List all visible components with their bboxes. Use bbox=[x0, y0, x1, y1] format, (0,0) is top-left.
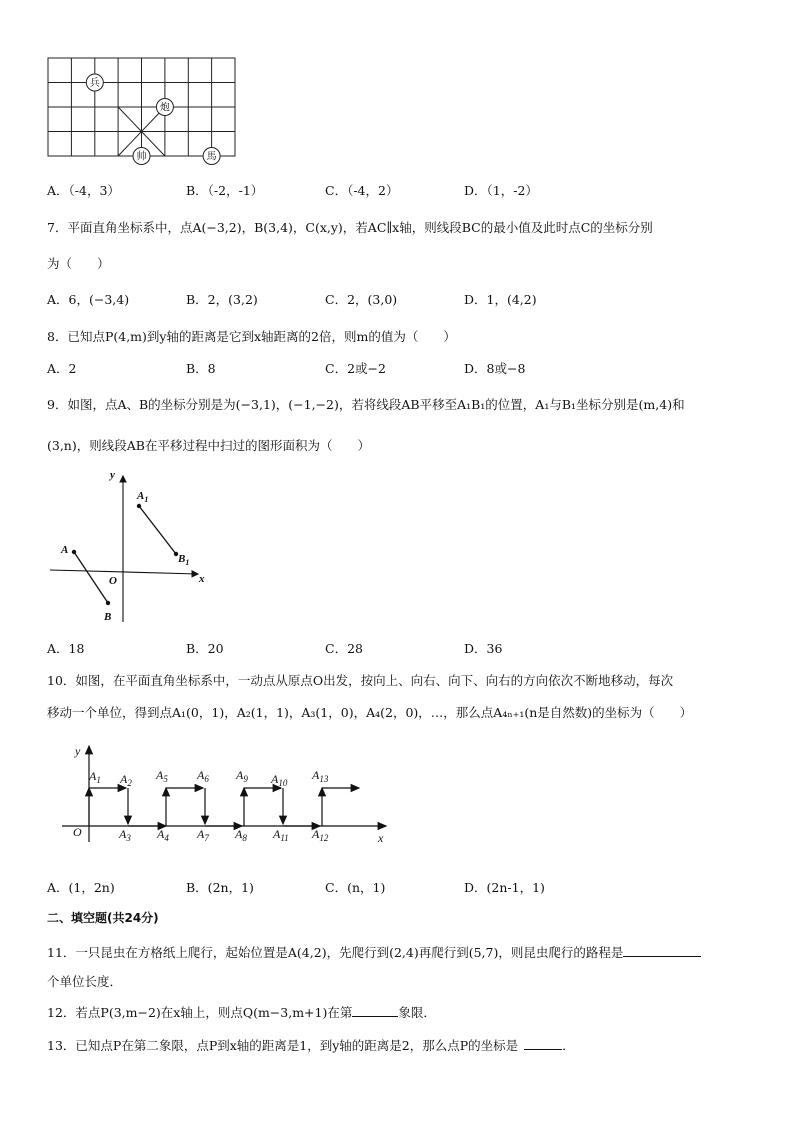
segment-a1b1 bbox=[139, 506, 176, 554]
q9-option-c[interactable]: C．28 bbox=[325, 641, 363, 656]
q10-figure-svg bbox=[56, 738, 396, 850]
q9-stem-line2: (3,n)，则线段AB在平移过程中扫过的图形面积为（ ） bbox=[47, 438, 370, 453]
q9-label-b1: $B_1$ bbox=[178, 553, 190, 567]
q8-option-c[interactable]: C．2或−2 bbox=[325, 361, 386, 376]
q10-label-bottom: $A_{12}$ bbox=[312, 827, 329, 843]
q10-x-label: x bbox=[378, 831, 384, 845]
q9-option-a[interactable]: A．18 bbox=[47, 641, 85, 656]
q9-option-b[interactable]: B．20 bbox=[186, 641, 224, 656]
q9-x-axis bbox=[50, 570, 198, 574]
q10-option-d[interactable]: D．(2n-1，1) bbox=[464, 880, 545, 895]
q8-option-b[interactable]: B．8 bbox=[186, 361, 216, 376]
q6-option-c[interactable]: C．（-4，2） bbox=[325, 183, 399, 198]
q13-text-after: ． bbox=[562, 1038, 575, 1053]
q10-label-top: $A_1$ bbox=[89, 769, 101, 785]
q10-label-bottom: $A_4$ bbox=[157, 827, 169, 843]
q11-text: 11．一只昆虫在方格纸上爬行，起始位置是A(4,2)，先爬行到(2,4)再爬行到(5,7)，则昆虫爬行的路程是 bbox=[47, 945, 624, 960]
section-title: 二、填空题(共24分) bbox=[47, 911, 159, 925]
q10-stem-line1: 10．如图，在平面直角坐标系中，一动点从原点O出发，按向上、向右、向下、向右的方向依次不断地移动，每次 bbox=[47, 673, 674, 688]
q7-option-d[interactable]: D．1，(4,2) bbox=[464, 292, 537, 307]
q9-label-b: B bbox=[104, 611, 112, 623]
q12-text-before: 12．若点P(3,m−2)在x轴上，则点Q(m−3,m+1)在第 bbox=[47, 1005, 353, 1020]
q10-label-bottom: $A_8$ bbox=[235, 827, 247, 843]
q13-answer-blank[interactable] bbox=[524, 1037, 562, 1050]
q10-label-top: $A_9$ bbox=[236, 768, 248, 784]
q10-label-top: $A_6$ bbox=[197, 768, 209, 784]
q8-option-a[interactable]: A．2 bbox=[47, 361, 77, 376]
chess-board-figure bbox=[44, 54, 240, 166]
q7-stem-line2: 为（ ） bbox=[47, 256, 110, 271]
piece-ma: 馬 bbox=[206, 151, 217, 163]
q9-y-label: y bbox=[110, 469, 115, 481]
piece-shuai: 帅 bbox=[136, 151, 147, 163]
q10-label-bottom: $A_7$ bbox=[197, 827, 209, 843]
q10-option-b[interactable]: B．(2n，1) bbox=[186, 880, 254, 895]
q10-label-top: $A_{10}$ bbox=[271, 772, 288, 788]
q6-option-b[interactable]: B．（-2，-1） bbox=[186, 183, 264, 198]
q10-stem-line2: 移动一个单位，得到点A₁(0，1)，A₂(1，1)，A₃(1，0)，A₄(2，0)，…，那么点A₄ₙ₊₁(n是自然数)的坐标为（ ） bbox=[47, 705, 693, 720]
q10-y-label: y bbox=[75, 744, 81, 758]
q10-label-top: $A_{13}$ bbox=[312, 768, 329, 784]
q10-option-a[interactable]: A．(1，2n) bbox=[47, 880, 115, 895]
q7-option-b[interactable]: B．2，(3,2) bbox=[186, 292, 258, 307]
segment-ab bbox=[74, 552, 108, 603]
q6-option-a[interactable]: A．（-4，3） bbox=[47, 183, 120, 198]
q10-label-top: $A_5$ bbox=[156, 768, 168, 784]
q13-text-before: 13．已知点P在第二象限，点P到x轴的距离是1，到y轴的距离是2，那么点P的坐标是 bbox=[47, 1038, 519, 1053]
q12-text-after: 象限． bbox=[398, 1005, 436, 1020]
q9-x-label: x bbox=[199, 573, 205, 585]
q11-answer-blank[interactable] bbox=[623, 944, 701, 957]
q11-stem-line1 bbox=[47, 943, 701, 961]
q12-stem bbox=[47, 1003, 436, 1021]
piece-pao: 炮 bbox=[159, 102, 170, 114]
q8-stem: 8．已知点P(4,m)到y轴的距离是它到x轴距离的2倍，则m的值为（ ） bbox=[47, 329, 456, 344]
q10-label-bottom: $A_{11}$ bbox=[273, 827, 289, 843]
q9-label-a: A bbox=[61, 544, 69, 556]
q10-label-bottom: $A_3$ bbox=[119, 827, 131, 843]
q12-answer-blank[interactable] bbox=[352, 1004, 398, 1017]
q9-stem-line1: 9．如图，点A、B的坐标分别是为(−3,1)，(−1,−2)，若将线段AB平移至A₁B₁的位置，A₁与B₁坐标分别是(m,4)和 bbox=[47, 397, 685, 412]
q8-option-d[interactable]: D．8或−8 bbox=[464, 361, 526, 376]
q9-option-d[interactable]: D．36 bbox=[464, 641, 503, 656]
q10-option-c[interactable]: C．(n，1) bbox=[325, 880, 386, 895]
q7-stem-line1: 7．平面直角坐标系中，点A(−3,2)，B(3,4)，C(x,y)，若AC∥x轴，则线段BC的最小值及此时点C的坐标分别 bbox=[47, 220, 653, 235]
q9-origin-label: O bbox=[109, 575, 117, 587]
piece-bing: 兵 bbox=[89, 78, 100, 89]
chess-board-svg bbox=[44, 54, 240, 166]
q7-option-a[interactable]: A．6，(−3,4) bbox=[47, 292, 130, 307]
q10-label-top: $A_2$ bbox=[120, 772, 132, 788]
q10-figure bbox=[56, 738, 396, 850]
q9-figure-svg bbox=[44, 466, 214, 626]
q9-label-a1: $A_1$ bbox=[137, 490, 149, 504]
q13-stem bbox=[47, 1036, 575, 1054]
q9-figure bbox=[44, 466, 214, 626]
q10-origin-label: O bbox=[73, 825, 82, 839]
q11-stem-line2: 个单位长度． bbox=[47, 974, 123, 989]
q7-option-c[interactable]: C．2，(3,0) bbox=[325, 292, 398, 307]
q6-option-d[interactable]: D．（1，-2） bbox=[464, 183, 538, 198]
